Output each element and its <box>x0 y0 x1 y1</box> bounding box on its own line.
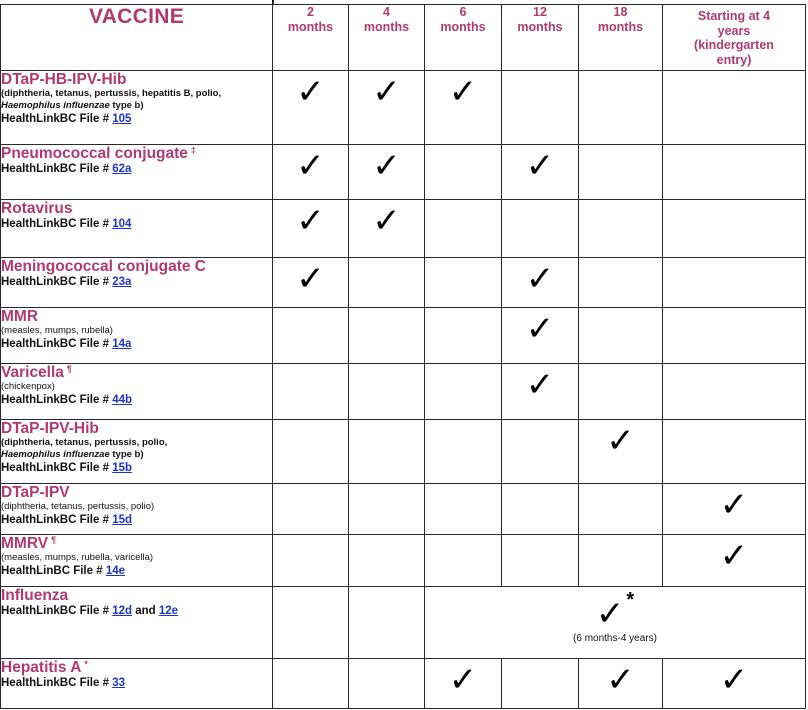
dose-cell-4-months <box>349 484 425 535</box>
healthlink-file-ref: HealthLinkBC File # 104 <box>1 218 132 230</box>
dose-cell-12-months <box>502 308 579 364</box>
check-icon: ✓ <box>595 594 625 634</box>
dose-cell-4-months <box>349 420 425 484</box>
vaccine-name: Pneumococcal conjugate ‡ <box>1 145 196 162</box>
immunization-schedule-table <box>0 4 806 709</box>
dose-cell-18-months <box>579 145 663 200</box>
dose-cell-2-months <box>273 535 349 587</box>
check-icon: ✓ <box>296 259 325 299</box>
vaccine-row-dtap-ipv-hib <box>1 420 806 484</box>
dose-cell-12-months <box>502 420 579 484</box>
dose-cell-6-months <box>425 420 502 484</box>
dose-cell-18-months <box>579 71 663 145</box>
dose-cell-6-months <box>425 308 502 364</box>
vaccine-description: (measles, mumps, rubella, varicella) <box>1 552 154 563</box>
check-icon: ✓ <box>372 146 401 186</box>
dose-cell-6-months <box>425 484 502 535</box>
dose-cell-12-months <box>502 659 579 709</box>
check-icon: ✓ <box>372 201 401 241</box>
file-link-62a[interactable]: 62a <box>112 163 132 175</box>
check-icon: ✓ <box>719 536 749 576</box>
file-link-23a[interactable]: 23a <box>112 276 132 288</box>
dose-cell-6-months <box>425 535 502 587</box>
age-header-4-years: Starting at 4 years (kindergarten entry) <box>663 5 806 71</box>
dose-cell-18-months <box>579 308 663 364</box>
healthlink-file-ref: HealthLinkBC File # 44b <box>1 394 133 406</box>
vaccine-row-mmrv <box>1 535 806 587</box>
dose-cell-6-months <box>425 145 502 200</box>
check-icon: ✓ <box>719 485 749 525</box>
file-link-15d[interactable]: 15d <box>112 514 133 526</box>
dose-cell-4-months <box>349 145 425 200</box>
dose-cell-18-months <box>579 659 663 709</box>
vaccine-name: Meningococcal conjugate C <box>1 258 206 275</box>
age-header-2-months: 2 months <box>273 5 349 71</box>
footnote-marker: * <box>84 659 88 669</box>
dose-cell-4-years <box>663 145 806 200</box>
vaccine-name-cell <box>1 71 273 145</box>
vaccine-name: DTaP-IPV <box>1 484 70 501</box>
file-link-12d[interactable]: 12d <box>112 605 133 617</box>
vaccine-description: (diphtheria, tetanus, pertussis, polio) <box>1 501 155 512</box>
dose-cell-2-months <box>273 420 349 484</box>
dose-cell-2-months <box>273 145 349 200</box>
vaccine-name-cell <box>1 308 273 364</box>
dose-cell-4-years <box>663 659 806 709</box>
dose-cell-2-months <box>273 200 349 258</box>
vaccine-name-cell <box>1 659 273 709</box>
dose-cell-4-months <box>349 659 425 709</box>
file-link-105[interactable]: 105 <box>112 113 132 125</box>
vaccine-column-header: VACCINE <box>1 5 273 71</box>
dose-cell-6-months <box>425 200 502 258</box>
healthlink-file-ref: HealthLinkBC File # 62a <box>1 163 132 175</box>
dose-cell-4-months <box>349 258 425 308</box>
file-link-14a[interactable]: 14a <box>112 338 132 350</box>
header-row <box>1 5 806 71</box>
dose-cell-4-years <box>663 200 806 258</box>
dose-cell-12-months <box>502 484 579 535</box>
age-range-note: (6 months-4 years) <box>573 633 657 644</box>
dose-cell-12-months <box>502 258 579 308</box>
file-link-15b[interactable]: 15b <box>112 462 133 474</box>
file-link-104[interactable]: 104 <box>112 218 132 230</box>
vaccine-name-cell <box>1 535 273 587</box>
vaccine-name: Influenza <box>1 587 69 604</box>
vaccine-name-cell <box>1 484 273 535</box>
vaccine-name: DTaP-HB-IPV-Hib <box>1 71 127 88</box>
vaccine-row-hepatitis-a <box>1 659 806 709</box>
check-icon: ✓ <box>525 365 555 405</box>
age-header-12-months: 12 months <box>502 5 579 71</box>
dose-cell-4-months <box>349 200 425 258</box>
dose-cell-6-months <box>425 71 502 145</box>
healthlink-file-ref: HealthLinkBC File # 14a <box>1 338 132 350</box>
check-icon: ✓ <box>606 421 635 461</box>
dose-cell-4-months <box>349 364 425 420</box>
dose-cell-4-months <box>349 587 425 659</box>
vaccine-name-cell <box>1 145 273 200</box>
dose-cell-2-months <box>273 308 349 364</box>
vaccine-row-varicella <box>1 364 806 420</box>
footnote-marker: ‡ <box>190 145 196 155</box>
vaccine-row-meningococcal-conjugate-c <box>1 258 806 308</box>
healthlink-file-ref: HealthLinkBC File # 105 <box>1 113 132 125</box>
vaccine-row-pneumococcal-conjugate <box>1 145 806 200</box>
vaccine-name: MMRV ¶ <box>1 535 57 552</box>
age-header-18-months: 18 months <box>579 5 663 71</box>
vaccine-name-cell <box>1 364 273 420</box>
vaccine-name: DTaP-IPV-Hib <box>1 420 99 437</box>
healthlink-file-ref: HealthLinkBC File # 23a <box>1 276 132 288</box>
dose-cell-2-months <box>273 258 349 308</box>
check-icon: ✓ <box>525 146 555 186</box>
dose-cell-2-months <box>273 484 349 535</box>
vaccine-description: (chickenpox) <box>1 381 55 392</box>
vaccine-name: Hepatitis A * <box>1 659 88 676</box>
file-link-14e[interactable]: 14e <box>105 565 125 577</box>
check-icon: ✓ <box>296 72 325 112</box>
dose-cell-4-years <box>663 535 806 587</box>
dose-cell-6-months <box>425 659 502 709</box>
vaccine-name: MMR <box>1 308 39 325</box>
dose-cell-4-years <box>663 258 806 308</box>
file-link-12e[interactable]: 12e <box>158 605 179 617</box>
vaccine-description: (diphtheria, tetanus, pertussis, polio, Haemophilus influenzae type b) <box>1 437 168 460</box>
vaccine-row-rotavirus <box>1 200 806 258</box>
dose-cell-18-months <box>579 364 663 420</box>
dose-cell-18-months <box>579 484 663 535</box>
dose-cell-4-years <box>663 364 806 420</box>
check-icon: ✓ <box>606 660 635 700</box>
vaccine-name-cell <box>1 258 273 308</box>
file-link-44b[interactable]: 44b <box>112 394 133 406</box>
dose-cell-4-months <box>349 71 425 145</box>
dose-cell-12-months <box>502 200 579 258</box>
dose-cell-12-months <box>502 364 579 420</box>
dose-cell-4-years <box>663 71 806 145</box>
check-icon: ✓ <box>448 72 478 112</box>
vaccine-name-cell <box>1 587 273 659</box>
dose-cell-6-months-to-4-years <box>425 587 806 659</box>
dose-cell-6-months <box>425 364 502 420</box>
dose-cell-12-months <box>502 535 579 587</box>
dose-cell-4-months <box>349 535 425 587</box>
check-icon: ✓ <box>448 660 478 700</box>
dose-cell-4-years <box>663 420 806 484</box>
dose-cell-2-months <box>273 587 349 659</box>
vaccine-name: Varicella ¶ <box>1 364 72 381</box>
vaccine-row-dtap-hb-ipv-hib <box>1 71 806 145</box>
age-header-6-months: 6 months <box>425 5 502 71</box>
vaccine-row-mmr <box>1 308 806 364</box>
check-icon: ✓ <box>372 72 401 112</box>
check-icon: ✓ <box>296 146 325 186</box>
check-icon: ✓ <box>525 259 555 299</box>
healthlink-file-ref: HealthLinkBC File # 12d and 12e <box>1 605 179 617</box>
dose-cell-4-years <box>663 484 806 535</box>
dose-cell-18-months <box>579 420 663 484</box>
healthlink-file-ref: HealthLinkBC File # 15d <box>1 514 133 526</box>
dose-cell-12-months <box>502 71 579 145</box>
footnote-marker: ¶ <box>66 364 72 374</box>
check-icon: ✓ <box>719 660 749 700</box>
healthlink-file-ref: HealthLinkBC File # 15b <box>1 462 133 474</box>
dose-cell-6-months <box>425 258 502 308</box>
dose-cell-4-months <box>349 308 425 364</box>
footnote-marker: ¶ <box>51 535 57 545</box>
vaccine-row-dtap-ipv <box>1 484 806 535</box>
vaccine-description: (measles, mumps, rubella) <box>1 325 113 336</box>
dose-cell-18-months <box>579 535 663 587</box>
dose-cell-18-months <box>579 258 663 308</box>
check-icon: ✓ <box>296 201 325 241</box>
dose-cell-4-years <box>663 308 806 364</box>
file-link-33[interactable]: 33 <box>112 677 125 689</box>
healthlink-file-ref: HealthLinkBC File # 33 <box>1 677 125 689</box>
footnote-marker: * <box>626 589 635 611</box>
vaccine-description: (diphtheria, tetanus, pertussis, hepatitis B, polio, Haemophilus influenzae type b) <box>1 88 222 111</box>
vaccine-name-cell <box>1 200 273 258</box>
check-icon: ✓ <box>525 309 555 349</box>
healthlink-file-ref: HealthLinBC File # 14e <box>1 565 125 577</box>
vaccine-name-cell <box>1 420 273 484</box>
dose-cell-2-months <box>273 364 349 420</box>
dose-cell-12-months <box>502 145 579 200</box>
dose-cell-2-months <box>273 71 349 145</box>
dose-cell-2-months <box>273 659 349 709</box>
vaccine-row-influenza <box>1 587 806 659</box>
vaccine-name: Rotavirus <box>1 200 73 217</box>
dose-cell-18-months <box>579 200 663 258</box>
age-header-4-months: 4 months <box>349 5 425 71</box>
